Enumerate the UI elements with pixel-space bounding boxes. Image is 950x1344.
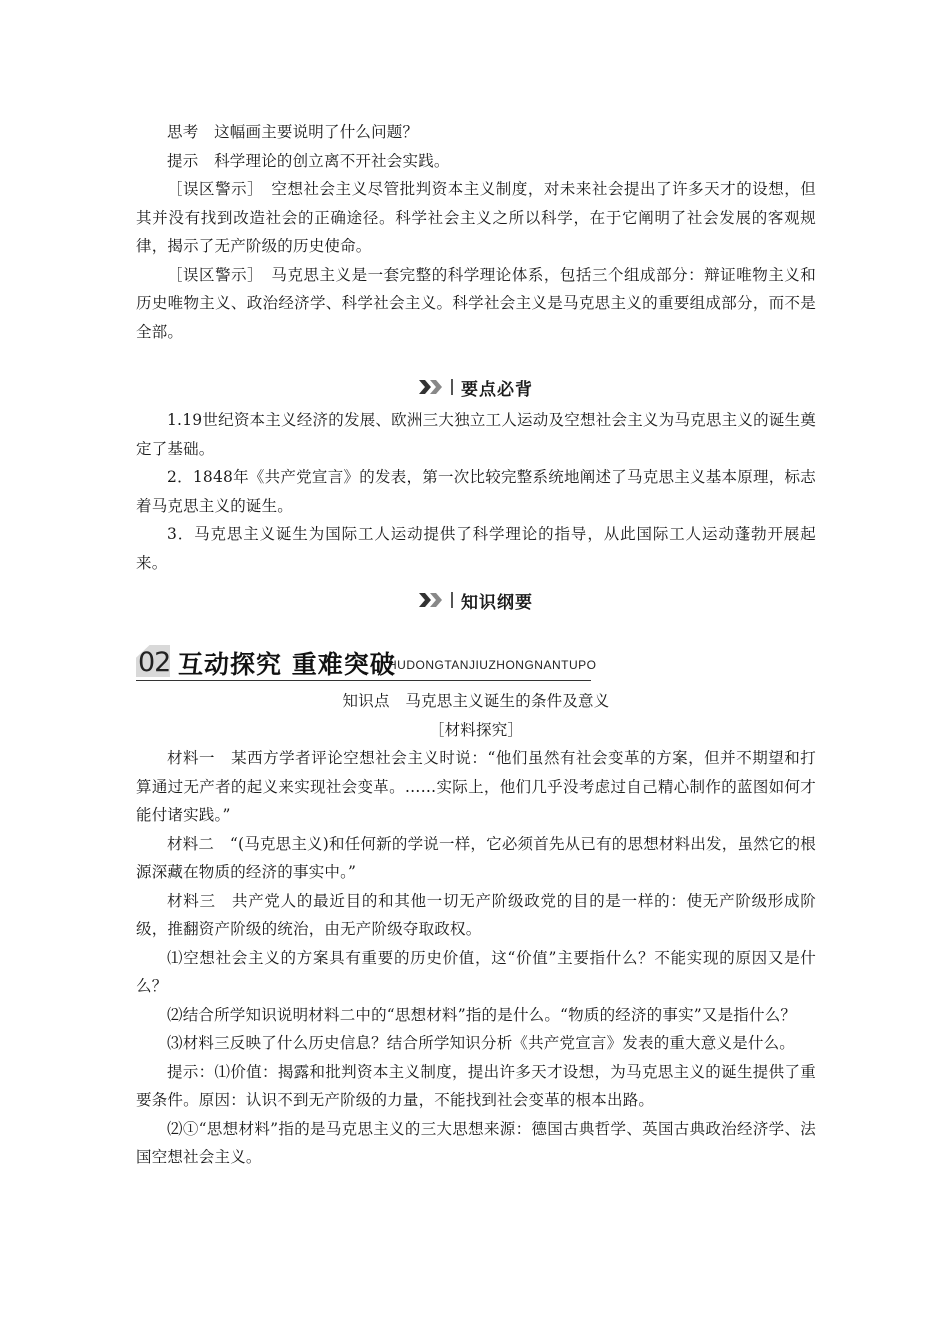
banner-pinyin: HUDONGTANJIUZHONGNANTUPO bbox=[388, 658, 597, 672]
question-item: ⑵结合所学知识说明材料二中的“思想材料”指的是什么。“物质的经济的事实”又是指什么？ bbox=[167, 1005, 797, 1024]
heading-divider bbox=[451, 379, 453, 395]
material-paragraph: 材料二 “(马克思主义)和任何新的学说一样，它必须首先从已有的思想材料出发，虽然它的根源深藏在物质的经济的事实中。” bbox=[136, 834, 816, 881]
question-item: ⑶材料三反映了什么历史信息？结合所学知识分析《共产党宣言》发表的重大意义是什么。 bbox=[167, 1034, 796, 1052]
key-points-heading bbox=[136, 370, 816, 404]
key-points-title: 要点必背 bbox=[461, 379, 533, 400]
answer-paragraph: ⑵①“思想材料”指的是马克思主义的三大思想来源：德国古典哲学、英国古典政治经济学、法国空想社会主义。 bbox=[136, 1119, 816, 1166]
material-paragraph: 材料三 共产党人的最近目的和其他一切无产阶级政党的目的是一样的：使无产阶级形成阶级，推翻资产阶级的统治，由无产阶级夺取政权。 bbox=[136, 891, 816, 938]
question-item: ⑴空想社会主义的方案具有重要的历史价值，这“价值”主要指什么？不能实现的原因又是什么？ bbox=[136, 948, 816, 995]
document-page bbox=[136, 118, 816, 1172]
key-point-item: 2．1848年《共产党宣言》的发表，第一次比较完整系统地阐述了马克思主义基本原理，标志着马克思主义的诞生。 bbox=[136, 468, 816, 515]
misconception-warning-1: ［误区警示］ 空想社会主义尽管批判资本主义制度，对未来社会提出了许多天才的设想，但其并没有找到改造社会的正确途径。科学社会主义之所以科学，在于它阐明了社会发展的客观规律，揭示了无产阶级的历史使命。 bbox=[136, 180, 816, 255]
material-inquiry-title: ［材料探究］ bbox=[428, 720, 524, 739]
answer-paragraph: 提示：⑴价值：揭露和批判资本主义制度，提出许多天才设想，为马克思主义的诞生提供了重要条件。原因：认识不到无产阶级的力量，不能找到社会变革的根本出路。 bbox=[136, 1062, 816, 1109]
section-banner bbox=[136, 641, 597, 683]
knowledge-point-title: 知识点 马克思主义诞生的条件及意义 bbox=[342, 692, 610, 710]
think-question: 思考 这幅画主要说明了什么问题？ bbox=[167, 123, 419, 141]
banner-underline bbox=[136, 680, 591, 681]
heading-divider bbox=[451, 592, 453, 608]
outline-heading bbox=[136, 583, 816, 617]
material-paragraph: 材料一 某西方学者评论空想社会主义时说：“他们虽然有社会变革的方案，但并不期望和打算通过无产者的起义来实现社会变革。……实际上，他们几乎没考虑过自己精心制作的蓝图如何才能付诸实践。” bbox=[136, 749, 816, 824]
key-point-item: 3．马克思主义诞生为国际工人运动提供了科学理论的指导，从此国际工人运动蓬勃开展起来。 bbox=[136, 525, 816, 572]
banner-title: 互动探究 重难突破 bbox=[178, 650, 396, 679]
key-point-item: 1.19世纪资本主义经济的发展、欧洲三大独立工人运动及空想社会主义为马克思主义的诞生奠定了基础。 bbox=[136, 411, 816, 458]
think-answer: 提示 科学理论的创立离不开社会实践。 bbox=[167, 151, 450, 170]
outline-title: 知识纲要 bbox=[461, 592, 533, 613]
double-chevron-icon bbox=[419, 379, 445, 395]
double-chevron-icon bbox=[419, 592, 445, 608]
misconception-warning-2: ［误区警示］ 马克思主义是一套完整的科学理论体系，包括三个组成部分：辩证唯物主义和历史唯物主义、政治经济学、科学社会主义。科学社会主义是马克思主义的重要组成部分，而不是全部。 bbox=[136, 265, 816, 341]
banner-number: 02 bbox=[138, 647, 171, 678]
